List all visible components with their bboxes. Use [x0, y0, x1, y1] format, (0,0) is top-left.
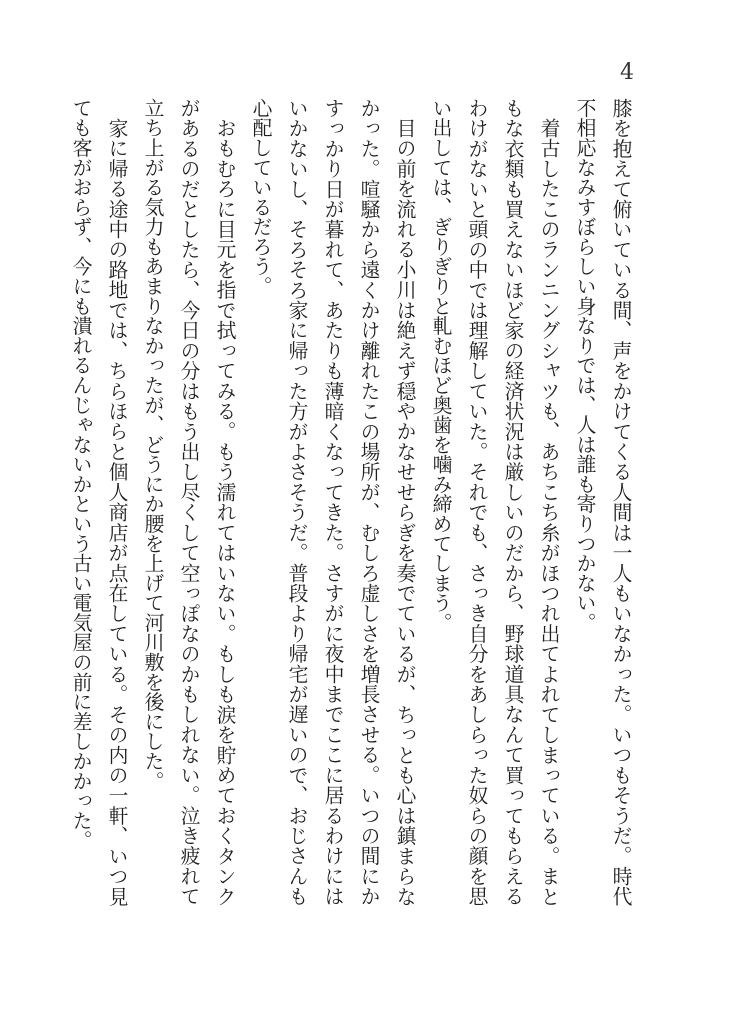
- vertical-body-text: [69, 98, 638, 906]
- paragraph-4: おもむろに目元を指で拭ってみる。もう濡れてはいない。もしも涙を貯めておくタンクがあるのだとしたら、今日の分はもう出し尽くして空っぽなのかもしれない。泣き疲れて立ち上がる気力もあまりなかったが、どうにか腰を上げて河川敷を後にした。: [141, 98, 236, 906]
- paragraph-2: 着古したこのランニングシャツも、あちこち糸がほつれ出てよれてしまっている。まともな衣類も買えないほど家の経済状況は厳しいのだから、野球道具なんて買ってもらえるわけがないと頭の中では理解していた。それでも、さっき自分をあしらった奴らの顔を思い出しては、ぎりぎりと軋むほど奥歯を噛み締めてしまう。: [429, 98, 560, 906]
- page-number: 4: [620, 60, 634, 85]
- paragraph-5: 家に帰る途中の路地では、ちらほらと個人商店が点在している。その内の一軒、いつ見ても客がおらず、今にも潰れるんじゃないかという古い電気屋の前に差しかかった。: [69, 98, 128, 906]
- paragraph-1: 膝を抱えて俯いている間、声をかけてくる人間は一人もいなかった。いつもそうだ。時代不相応なみすぼらしい身なりでは、人は誰も寄りつかない。: [573, 98, 632, 906]
- paragraph-3: 目の前を流れる小川は絶えず穏やかなせせらぎを奏でているが、ちっとも心は鎮まらなかった。喧騒から遠くかけ離れたこの場所が、むしろ虚しさを増長させる。いつの間にかすっかり日が暮れて、あたりも薄暗くなってきた。さすがに夜中までここに居るわけにはいかないし、そろそろ家に帰った方がよさそうだ。普段より帰宅が遅いので、おじさんも心配しているだろう。: [249, 98, 416, 906]
